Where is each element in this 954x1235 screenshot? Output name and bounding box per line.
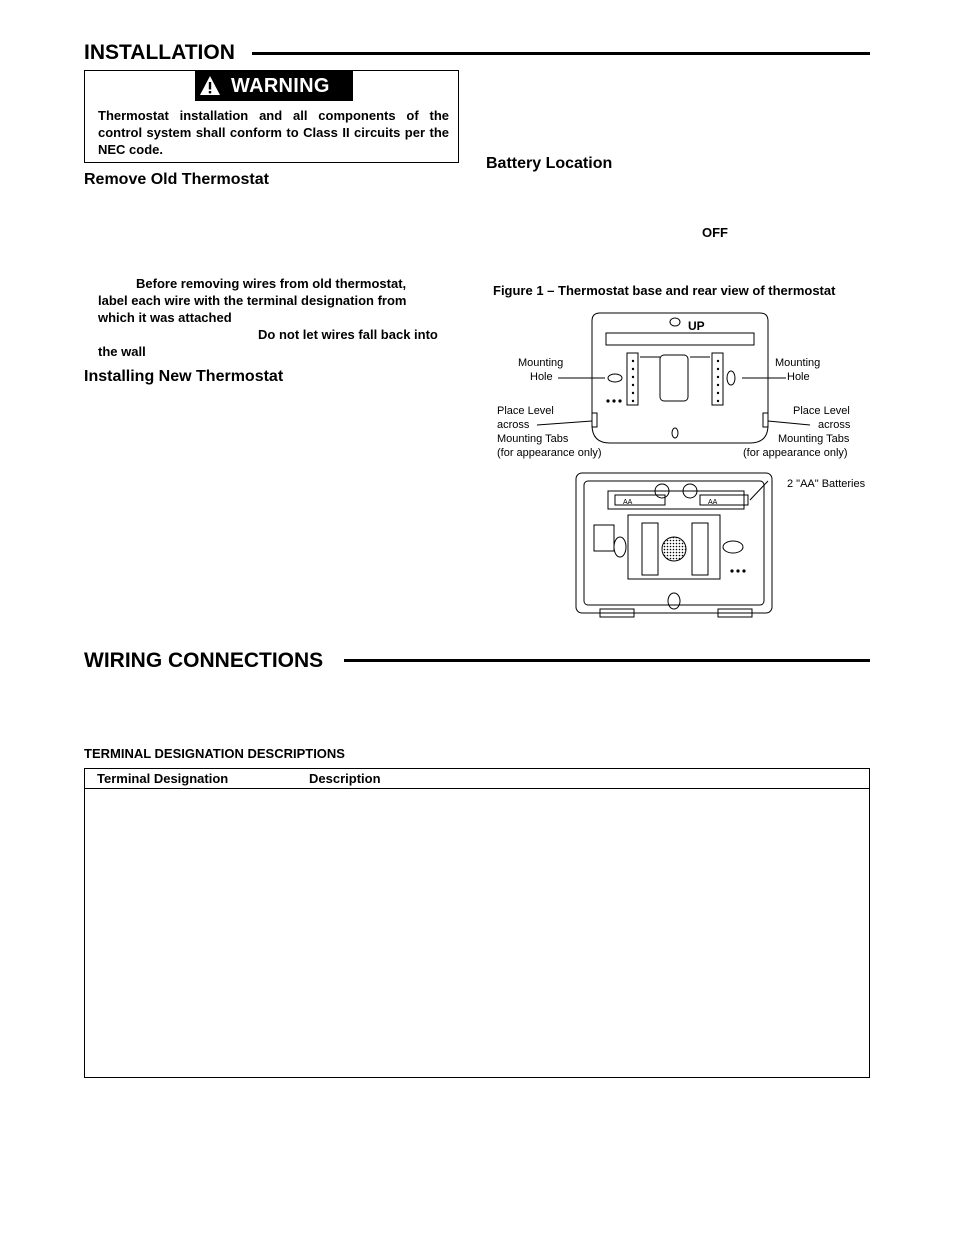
mounting-hole-right-line1: Mounting — [775, 357, 821, 369]
warning-triangle-icon — [199, 75, 221, 97]
battery-location-heading: Battery Location — [486, 155, 613, 172]
level-right-line2: across — [818, 419, 851, 431]
base-top-slot — [606, 333, 754, 345]
column-header-description: Description — [309, 771, 381, 786]
warning-text: Thermostat installation and all components of the control system shall conform to Class II circuits per the NEC code. — [98, 108, 449, 157]
level-right-line3: Mounting Tabs — [778, 433, 850, 445]
right-mounting-hole — [727, 371, 735, 385]
level-left-line4: (for appearance only) — [497, 447, 602, 459]
level-right-line1: Place Level — [793, 405, 850, 417]
battery-1-label: AA — [623, 499, 633, 506]
remove-note-line5: the wall — [98, 344, 146, 359]
remove-old-heading: Remove Old Thermostat — [84, 171, 269, 188]
level-left-line1: Place Level — [497, 405, 554, 417]
mounting-hole-right-line2: Hole — [787, 371, 810, 383]
remove-note-line3: which it was attached — [98, 310, 232, 325]
battery-2-label: AA — [708, 499, 718, 506]
terminal-table — [84, 768, 870, 1078]
table-header-row — [85, 769, 869, 789]
level-left-line3: Mounting Tabs — [497, 433, 569, 445]
rear-label-box — [594, 525, 614, 551]
figure-caption: Figure 1 – Thermostat base and rear view of thermostat — [493, 283, 836, 298]
remove-note-line2: label each wire with the terminal designation from — [98, 293, 407, 308]
right-mounting-tab — [763, 413, 768, 427]
rear-slot-left — [642, 523, 658, 575]
batteries-label: 2 "AA" Batteries — [787, 478, 866, 490]
warning-label: WARNING — [231, 74, 330, 97]
base-bottom-notch — [672, 428, 678, 438]
off-label: OFF — [702, 225, 728, 240]
warning-banner — [195, 71, 353, 101]
rear-bottom-notch — [668, 593, 680, 609]
rear-right-oval — [723, 541, 743, 553]
base-center-window — [660, 355, 688, 401]
level-right-line4: (for appearance only) — [743, 447, 848, 459]
column-header-terminal: Terminal Designation — [97, 771, 229, 786]
rear-left-oval — [614, 537, 626, 557]
base-top-notch — [670, 318, 680, 326]
remove-note-line4: Do not let wires fall back into — [258, 327, 438, 342]
speaker-grille — [662, 537, 686, 561]
up-label: UP — [688, 319, 705, 333]
level-left-line2: across — [497, 419, 530, 431]
remove-note-line1: Before removing wires from old thermostat, — [136, 276, 407, 291]
installing-new-heading: Installing New Thermostat — [84, 368, 284, 385]
mounting-hole-left-line1: Mounting — [518, 357, 564, 369]
wiring-title: WIRING CONNECTIONS — [84, 649, 324, 672]
left-mounting-tab — [592, 413, 597, 427]
installation-rule — [252, 52, 870, 55]
table-title: TERMINAL DESIGNATION DESCRIPTIONS — [84, 746, 345, 761]
installation-title: INSTALLATION — [84, 41, 235, 64]
warning-box — [84, 70, 459, 163]
mounting-hole-left-line2: Hole — [530, 371, 553, 383]
rear-slot-right — [692, 523, 708, 575]
left-mounting-hole — [608, 374, 622, 382]
wiring-rule — [344, 659, 870, 662]
thermostat-figure — [480, 305, 880, 625]
